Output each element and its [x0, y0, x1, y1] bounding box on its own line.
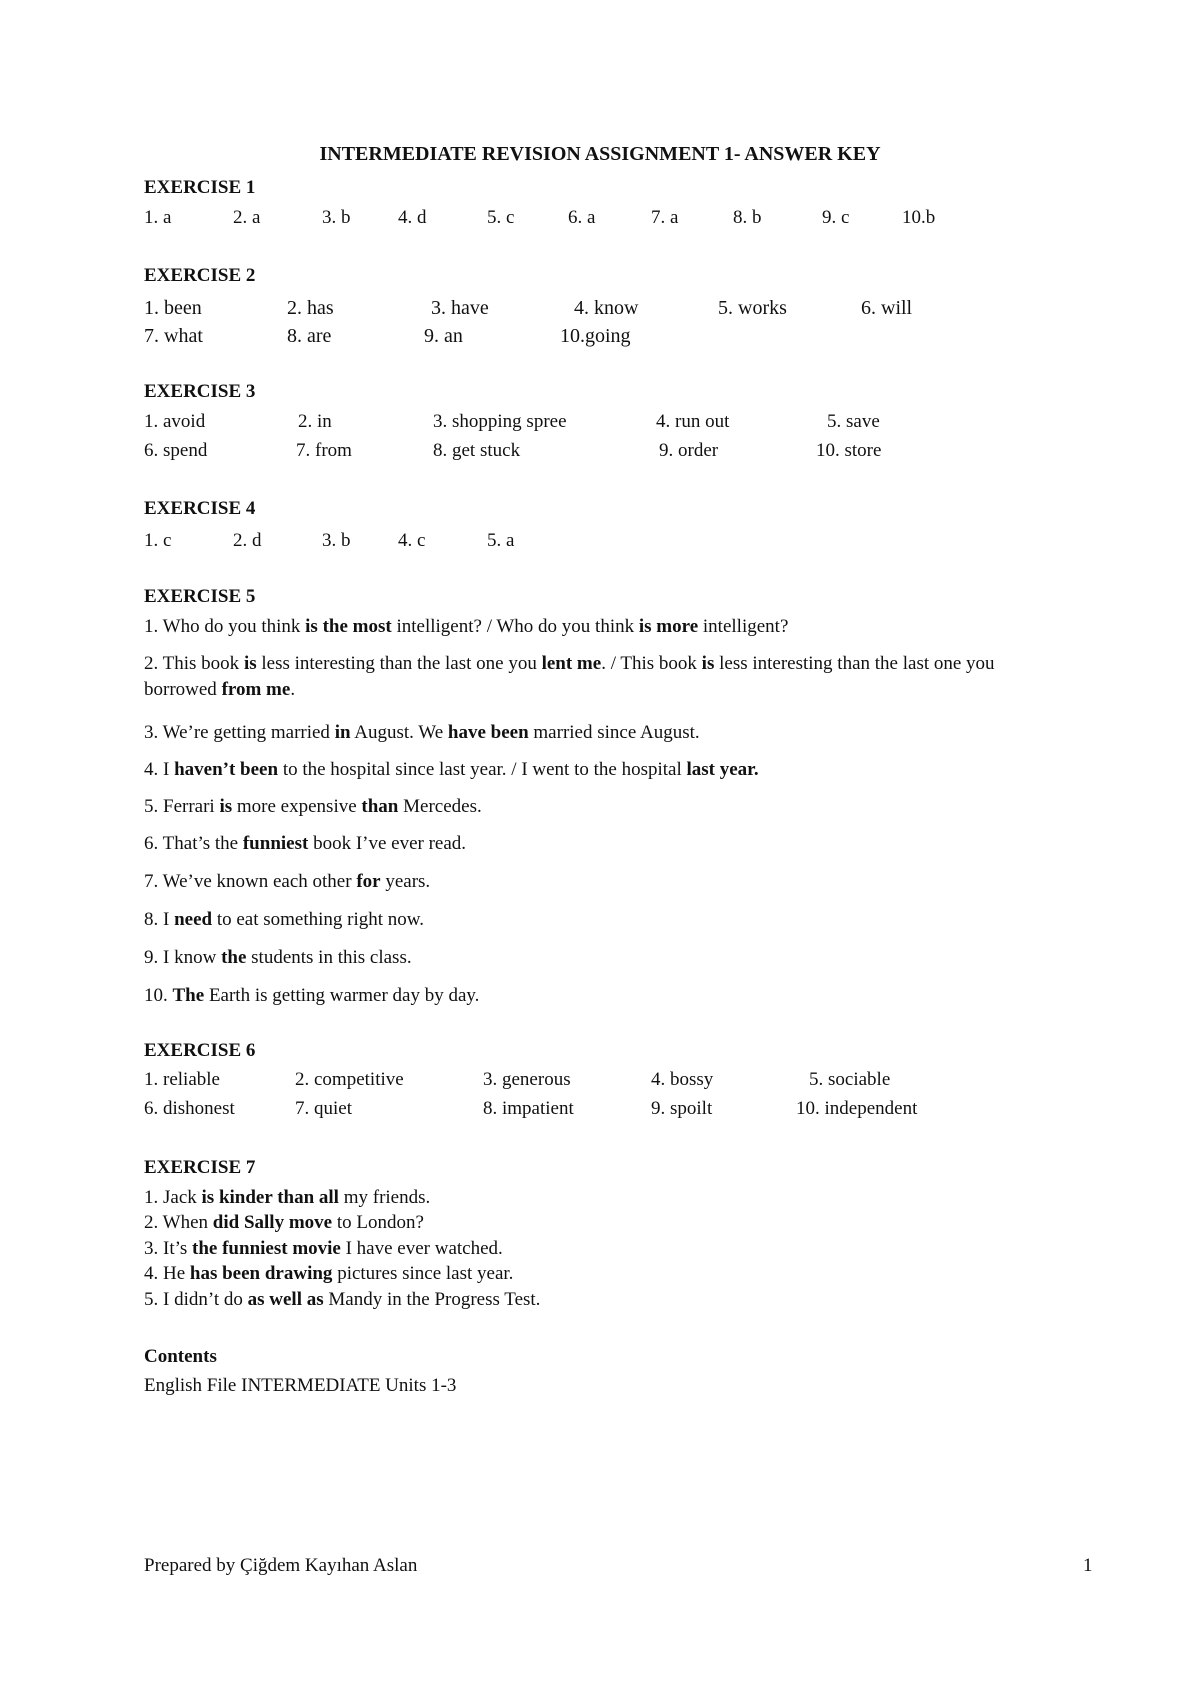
exercise-5-item	[144, 796, 482, 818]
sentence-text: less interesting than the last one you borrowed	[144, 653, 995, 700]
answer-keyword: is	[243, 653, 257, 674]
answer-item: 7. what	[144, 325, 203, 347]
sentence-text: I have ever watched.	[340, 1238, 503, 1259]
answer-item: 9. order	[659, 440, 719, 461]
answer-item: 4. run out	[656, 411, 730, 432]
answer-item: 4. know	[574, 297, 639, 319]
sentence-text: 2. This book	[144, 653, 244, 674]
answer-item: 10. store	[816, 440, 882, 461]
answer-item: 5. a	[487, 530, 515, 551]
exercise-1-heading: EXERCISE 1	[144, 177, 256, 198]
sentence-text: 9. I know	[144, 947, 222, 968]
answer-keyword: last year.	[686, 759, 759, 780]
answer-item: 5. works	[718, 297, 787, 319]
answer-item: 10.going	[560, 325, 631, 347]
answer-item: 4. bossy	[651, 1069, 714, 1090]
sentence-text: 5. Ferrari	[144, 796, 220, 817]
answer-item: 1. c	[144, 530, 172, 551]
answer-keyword: as well as	[247, 1289, 324, 1310]
sentence-text: more expensive	[232, 796, 362, 817]
sentence-text: 10.	[144, 985, 173, 1006]
sentence-text: 7. We’ve known each other	[144, 871, 357, 892]
exercise-7-item	[144, 1238, 503, 1260]
page-title: INTERMEDIATE REVISION ASSIGNMENT 1- ANSWER KEY	[319, 143, 881, 165]
answer-item: 7. a	[651, 207, 679, 228]
sentence-text: 5. I didn’t do	[144, 1289, 248, 1310]
exercise-5-item	[144, 871, 430, 893]
answer-keyword: funniest	[242, 833, 309, 854]
answer-item: 5. c	[487, 207, 515, 228]
answer-item: 2. competitive	[295, 1069, 404, 1090]
exercise-5-item	[144, 651, 1044, 703]
sentence-text: my friends.	[338, 1187, 431, 1208]
answer-keyword: is more	[638, 616, 699, 637]
answer-item: 1. reliable	[144, 1069, 220, 1090]
answer-keyword: have been	[447, 722, 529, 743]
sentence-text: . / This book	[601, 653, 702, 674]
exercise-5-heading: EXERCISE 5	[144, 586, 256, 607]
answer-item: 5. sociable	[809, 1069, 891, 1090]
answer-keyword: haven’t been	[174, 759, 279, 780]
answer-item: 3. have	[431, 297, 489, 319]
answer-item: 6. a	[568, 207, 596, 228]
sentence-text: book I’ve ever read.	[308, 833, 467, 854]
answer-keyword: the	[221, 947, 247, 968]
sentence-text: 4. I	[144, 759, 175, 780]
sentence-text: to eat something right now.	[212, 909, 425, 930]
exercise-7-item	[144, 1187, 430, 1209]
answer-item: 10.b	[902, 207, 936, 228]
answer-keyword: need	[174, 909, 213, 930]
answer-item: 6. will	[861, 297, 913, 319]
exercise-7-item	[144, 1212, 424, 1234]
sentence-text: 8. I	[144, 909, 175, 930]
answer-keyword: did Sally move	[212, 1212, 333, 1233]
answer-item: 2. d	[233, 530, 262, 551]
answer-keyword: is	[219, 796, 233, 817]
sentence-text: less interesting than the last one you	[256, 653, 542, 674]
answer-item: 3. generous	[483, 1069, 571, 1090]
answer-keyword: from me	[221, 679, 291, 700]
sentence-text: pictures since last year.	[332, 1263, 514, 1284]
sentence-text: Earth is getting warmer day by day.	[204, 985, 480, 1006]
exercise-3-heading: EXERCISE 3	[144, 381, 256, 402]
answer-item: 2. in	[298, 411, 332, 432]
answer-item: 8. are	[287, 325, 332, 347]
answer-keyword: is	[701, 653, 715, 674]
answer-keyword: The	[172, 985, 205, 1006]
answer-item: 1. been	[144, 297, 202, 319]
contents-text: English File INTERMEDIATE Units 1-3	[144, 1375, 457, 1396]
answer-keyword: has been drawing	[189, 1263, 333, 1284]
sentence-text: 3. It’s	[144, 1238, 193, 1259]
sentence-text: married since August.	[528, 722, 700, 743]
exercise-5-item	[144, 616, 788, 638]
answer-item: 7. from	[296, 440, 352, 461]
exercise-6-heading: EXERCISE 6	[144, 1040, 256, 1061]
sentence-text: to London?	[332, 1212, 424, 1233]
answer-keyword: than	[361, 796, 399, 817]
sentence-text: 1. Jack	[144, 1187, 202, 1208]
answer-keyword: is kinder than all	[201, 1187, 339, 1208]
answer-item: 4. c	[398, 530, 426, 551]
exercise-5-item	[144, 759, 759, 781]
contents-heading: Contents	[144, 1346, 217, 1367]
answer-item: 6. spend	[144, 440, 208, 461]
answer-item: 9. spoilt	[651, 1098, 713, 1119]
sentence-text: August. We	[350, 722, 448, 743]
answer-item: 3. shopping spree	[433, 411, 567, 432]
answer-item: 3. b	[322, 207, 351, 228]
answer-item: 1. a	[144, 207, 172, 228]
sentence-text: .	[290, 679, 296, 700]
answer-item: 9. c	[822, 207, 850, 228]
sentence-text: Mercedes.	[398, 796, 482, 817]
footer-author: Prepared by Çiğdem Kayıhan Aslan	[144, 1555, 418, 1576]
page-number: 1	[1083, 1555, 1093, 1576]
answer-keyword: lent me	[541, 653, 602, 674]
answer-keyword: is the most	[305, 616, 392, 637]
exercise-5-item	[144, 722, 700, 744]
exercise-2-heading: EXERCISE 2	[144, 265, 256, 286]
answer-item: 10. independent	[796, 1098, 918, 1119]
exercise-7-item	[144, 1263, 513, 1285]
sentence-text: years.	[380, 871, 431, 892]
sentence-text: to the hospital since last year. / I went to the hospital	[278, 759, 687, 780]
sentence-text: 4. He	[144, 1263, 190, 1284]
sentence-text: 6. That’s the	[144, 833, 243, 854]
exercise-7-item	[144, 1289, 540, 1311]
answer-item: 9. an	[424, 325, 463, 347]
answer-keyword: the funniest movie	[192, 1238, 341, 1259]
answer-item: 8. b	[733, 207, 762, 228]
answer-keyword: in	[334, 722, 351, 743]
answer-item: 7. quiet	[295, 1098, 352, 1119]
sentence-text: intelligent?	[698, 616, 789, 637]
exercise-5-item	[144, 985, 479, 1007]
sentence-text: 3. We’re getting married	[144, 722, 335, 743]
answer-item: 5. save	[827, 411, 880, 432]
answer-keyword: for	[356, 871, 381, 892]
sentence-text: 2. When	[144, 1212, 213, 1233]
answer-item: 2. has	[287, 297, 334, 319]
exercise-7-heading: EXERCISE 7	[144, 1157, 256, 1178]
sentence-text: 1. Who do you think	[144, 616, 306, 637]
exercise-4-heading: EXERCISE 4	[144, 498, 256, 519]
sentence-text: students in this class.	[246, 947, 412, 968]
answer-item: 4. d	[398, 207, 427, 228]
answer-item: 2. a	[233, 207, 261, 228]
answer-item: 8. get stuck	[433, 440, 521, 461]
exercise-5-item	[144, 909, 424, 931]
answer-item: 3. b	[322, 530, 351, 551]
sentence-text: Mandy in the Progress Test.	[323, 1289, 541, 1310]
answer-item: 8. impatient	[483, 1098, 574, 1119]
sentence-text: intelligent? / Who do you think	[391, 616, 639, 637]
exercise-5-item	[144, 947, 412, 969]
answer-item: 1. avoid	[144, 411, 206, 432]
exercise-5-item	[144, 833, 466, 855]
answer-item: 6. dishonest	[144, 1098, 235, 1119]
